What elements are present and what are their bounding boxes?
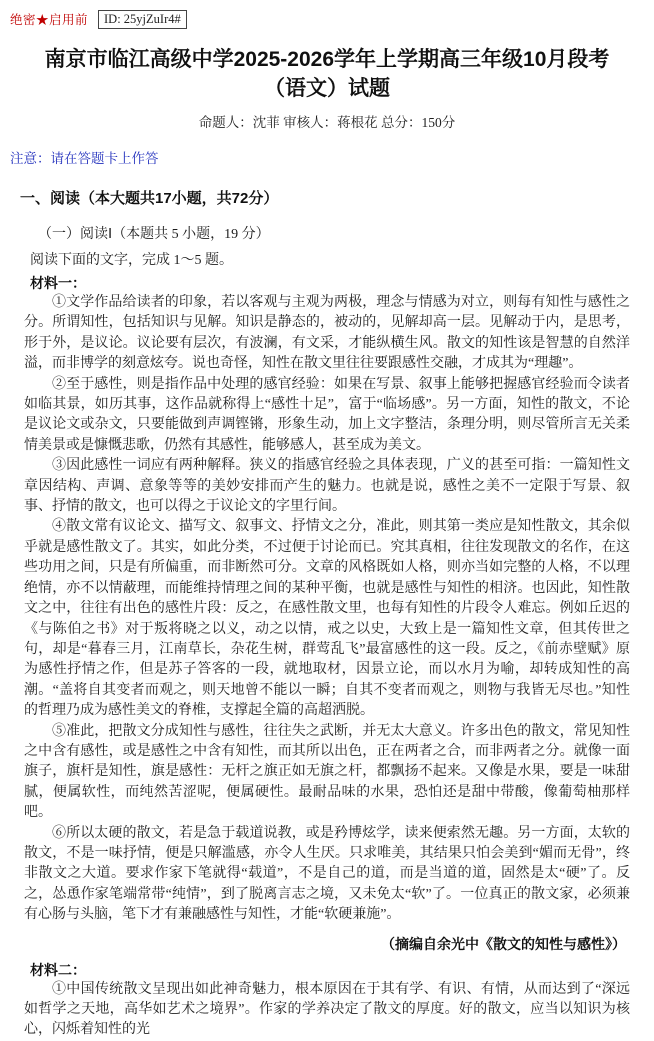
document-topbar [0, 0, 654, 29]
material1-attribution: （摘编自余光中《散文的知性与感性》） [381, 935, 626, 952]
answer-sheet-notice: 注意：请在答题卡上作答 [10, 151, 159, 166]
material2-paragraph-1: ①中国传统散文呈现出如此神奇魅力，根本原因在于其有学、有识、有情，从而达到了“深远如哲学之天地，高华如艺术之境界”。作家的学养决定了散文的厚度。好的散文，应当以知识为核心，闪烁着知性的光 [24, 981, 630, 1038]
material1-label: 材料一： [30, 275, 86, 291]
exam-id-badge: ID: 25yjZuIr4# [98, 10, 187, 29]
security-label: 绝密★启用前 [10, 12, 89, 27]
section-heading-reading: 一、阅读（本大题共17小题，共72分） [20, 190, 279, 207]
material1-paragraph-5: ⑤准此，把散文分成知性与感性，往往失之武断，并无太大意义。许多出色的散文，常见知性之中含有感性，或是感性之中含有知性，而其所以出色，正在两者之合，而非两者之分。就像一面旗子，旗杆是知性，旗是感性：无杆之旗正如无旗之杆，都飘扬不起来。又像是水果，要是一味甜腻，便属软性，而纯然苦涩呢，便属硬性。最耐品味的水果，恐怕还是甜中带酸，像葡萄柚那样吧。 [24, 723, 630, 821]
exam-title-line2: （语文）试题 [264, 77, 390, 100]
material1-paragraph-2: ②至于感性，则是指作品中处理的感官经验：如果在写景、叙事上能够把握感官经验而令读者如临其景，如历其事，这作品就称得上“感性十足”，富于“临场感”。另一方面，知性的散文，不论是议论文或杂文，只要能做到声调铿锵，形象生动，加上文字整洁，条理分明，则尽管所言无关柔情美景或是慷慨悲歌，仍然有其感性，能够感人，甚至成为美文。 [24, 376, 630, 453]
reading-instruction: 阅读下面的文字，完成 1～5 题。 [30, 253, 233, 268]
material1-paragraph-6: ⑥所以太硬的散文，若是急于载道说教，或是矜博炫学，读来便索然无趣。另一方面，太软的散文，不是一味抒情，便是只解滥感，亦令人生厌。只求唯美，其结果只怕会美到“媚而无骨”，终非散文之大道。要求作家下笔就得“载道”，不是自己的道，而是当道的道，固然是太“硬”了。反之，怂恿作家笔端常带“纯情”，到了脱离言志之境，又未免太“软”了。一位真正的散文家，必须兼有心肠与头脑，笔下才有兼融感性与知性，才能“软硬兼施”。 [24, 825, 630, 923]
subsection-heading-reading1: （一）阅读Ⅰ（本题共 5 小题，19 分） [38, 227, 270, 242]
title-block [0, 45, 654, 131]
material1-paragraph-3: ③因此感性一词应有两种解释。狭义的指感官经验之具体表现，广义的甚至可指：一篇知性文章因结构、声调、意象等等的美妙安排而产生的魅力。也就是说，感性之美不一定限于写景、叙事、抒情的散文，也可以得之于议论文的字里行间。 [24, 458, 630, 515]
exam-meta: 命题人：沈菲 审核人：蒋根花 总分：150分 [198, 115, 456, 130]
material1-paragraph-4: ④散文常有议论文、描写文、叙事文、抒情文之分，准此，则其第一类应是知性散文，其余似乎就是感性散文了。其实，如此分类，不过便于讨论而已。究其真相，往往发现散文的名作，在这些功用之间，只是有所偏重，而非断然可分。文章的风格既如人格，则亦当如完整的人格，不以理绝情，亦不以情蔽理，而能维持情理之间的某种平衡，也就是感性与知性的相济。也因此，知性散文之中，往往有出色的感性片段：反之，在感性散文里，也每有知性的片段令人难忘。例如丘迟的《与陈伯之书》对于叛将晓之以义，动之以情，戒之以史，大致上是一篇知性文章，但其传世之句，却是“暮春三月，江南草长，杂花生树，群莺乱飞”最富感性的这一段。反之，《前赤壁赋》原为感性抒情之作，但是苏子答客的一段，就地取材，因景立论，而以水月为喻，却转成知性的高潮。“盖将自其变者而观之，则天地曾不能以一瞬；自其不变者而观之，则物与我皆无尽也。”知性的哲理乃成为感性美文的脊椎，支撑起全篇的高超洒脱。 [24, 519, 630, 719]
material1-paragraph-1: ①文学作品给读者的印象，若以客观与主观为两极，理念与情感为对立，则每有知性与感性之分。所谓知性，包括知识与见解。知识是静态的，被动的，见解却高一层。见解动于内，是思考，形于外，是议论。议论要有层次，有波澜，有文采，才能纵横生风。散文的知性该是智慧的自然洋溢，而非博学的刻意炫夸。说也奇怪，知性在散文里往往要跟感性交融，才成其为“理趣”。 [24, 295, 630, 372]
exam-title-line1: 南京市临江高级中学2025-2026学年上学期高三年级10月段考 [44, 48, 610, 71]
material2-label: 材料二： [30, 961, 86, 978]
